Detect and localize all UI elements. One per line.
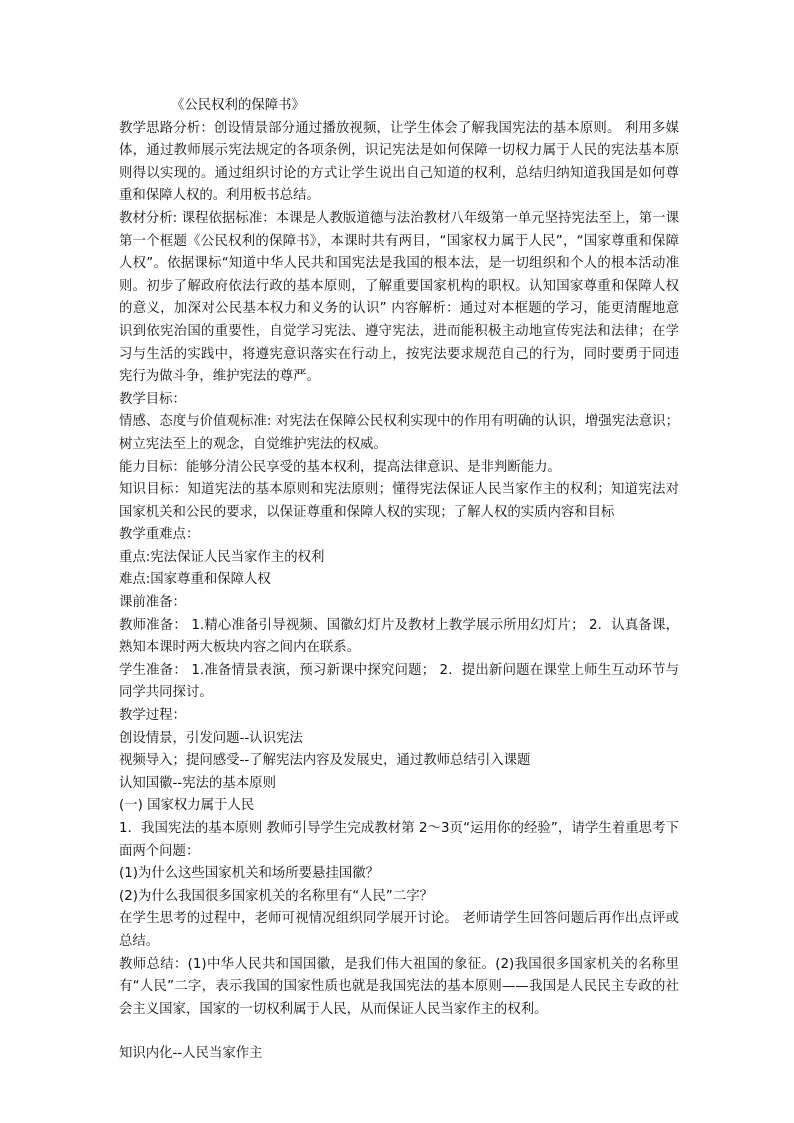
- paragraph-basic-principle: 1．我国宪法的基本原则 教师引导学生完成教材第 2～3页“运用你的经验”，请学生着重思考下面两个问题：: [119, 821, 679, 859]
- paragraph-national-emblem: 认知国徽--宪法的基本原则: [119, 775, 276, 791]
- paragraph-textbook-analysis: 教材分析: 课程依据标准：本课是人教版道德与法治教材八年级第一单元坚持宪法至上，第一课第一个框题《公民权利的保障书》，本课时共有两目，“国家权力属于人民”，“国家尊重和保障人权”。依据课标“知道中华人民共和国宪法是我国的根本法，是一切组织和个人的根本活动准则。初步了解政府依法行政的基本原则，了解重要国家机构的职权。认知国家尊重和保障人权的意义，加深对公民基本权力和义务的认识” 内容解析：通过对本框题的学习，能更清醒地意识到依宪治国的重要性，自觉学习宪法、遵守宪法，进而能积极主动地宣传宪法和法律；在学习与生活的实践中，将遵宪意识落实在行动上，按宪法要求规范自己的行为，同时要勇于同违宪行为做斗争，维护宪法的尊严。: [119, 210, 679, 385]
- heading-preparation: 课前准备：: [119, 595, 186, 611]
- paragraph-knowledge-objective: 知识目标：知道宪法的基本原则和宪法原则；懂得宪法保证人民当家作主的权利；知道宪法对国家机关和公民的要求，以保证尊重和保障人权的实现；了解人权的实质内容和目标: [119, 482, 679, 520]
- paragraph-teacher-summary: 教师总结：(1)中华人民共和国国徽，是我们伟大祖国的象征。(2)我国很多国家机关的名称里有“人民”二字，表示我国的国家性质也就是我国宪法的基本原则——我国是人民民主专政的社会主义国家，国家的一切权利属于人民，从而保证人民当家作主的权利。: [119, 956, 679, 1017]
- heading-key-difficult-points: 教学重难点：: [119, 527, 200, 543]
- paragraph-scenario: 创设情景，引发问题--认识宪法: [119, 730, 303, 746]
- paragraph-question-two: (2)为什么我国很多国家机关的名称里有“人民”二字？: [119, 888, 434, 904]
- document-body: [119, 95, 679, 1066]
- paragraph-discussion: 在学生思考的过程中，老师可视情况组织同学展开讨论。 老师请学生回答问题后再作出点评或总结。: [119, 911, 679, 949]
- paragraph-video-intro: 视频导入；提问感受--了解宪法内容及发展史，通过教师总结引入课题: [119, 753, 531, 769]
- blank-line: [119, 1021, 679, 1043]
- paragraph-student-preparation: 学生准备： 1.准备情景表演，预习新课中探究问题； 2．提出新问题在课堂上师生互动环节与同学共同探讨。: [119, 662, 679, 701]
- paragraph-teacher-preparation: 教师准备： 1.精心准备引导视频、国徽幻灯片及教材上教学展示所用幻灯片； 2．认真备课，熟知本课时两大板块内容之间内在联系。: [119, 617, 679, 656]
- paragraph-knowledge-internalization: 知识内化--人民当家作主: [119, 1046, 263, 1062]
- heading-teaching-process: 教学过程：: [119, 708, 186, 724]
- heading-section-one: (一) 国家权力属于人民: [119, 798, 255, 814]
- paragraph-question-one: (1)为什么这些国家机关和场所要悬挂国徽？: [119, 866, 379, 882]
- paragraph-difficult-point: 难点:国家尊重和保障人权: [119, 572, 271, 588]
- paragraph-teaching-approach: 教学思路分析：创设情景部分通过播放视频，让学生体会了解我国宪法的基本原则。 利用多媒体，通过教师展示宪法规定的各项条例，识记宪法是如何保障一切权力属于人民的宪法基本原则得以实现的。通过组织讨论的方式让学生说出自己知道的权利，总结归纳知道我国是如何尊重和保障人权的。利用板书总结。: [119, 120, 679, 204]
- heading-teaching-objectives: 教学目标：: [119, 391, 186, 407]
- paragraph-key-point: 重点:宪法保证人民当家作主的权利: [119, 549, 325, 565]
- document-title: 《公民权利的保障书》: [171, 98, 305, 113]
- paragraph-emotion-objective: 情感、态度与价值观标准: 对宪法在保障公民权利实现中的作用有明确的认识，增强宪法意识；树立宪法至上的观念，自觉维护宪法的权威。: [119, 414, 679, 452]
- paragraph-ability-objective: 能力目标：能够分清公民享受的基本权利，提高法律意识、是非判断能力。: [119, 459, 561, 475]
